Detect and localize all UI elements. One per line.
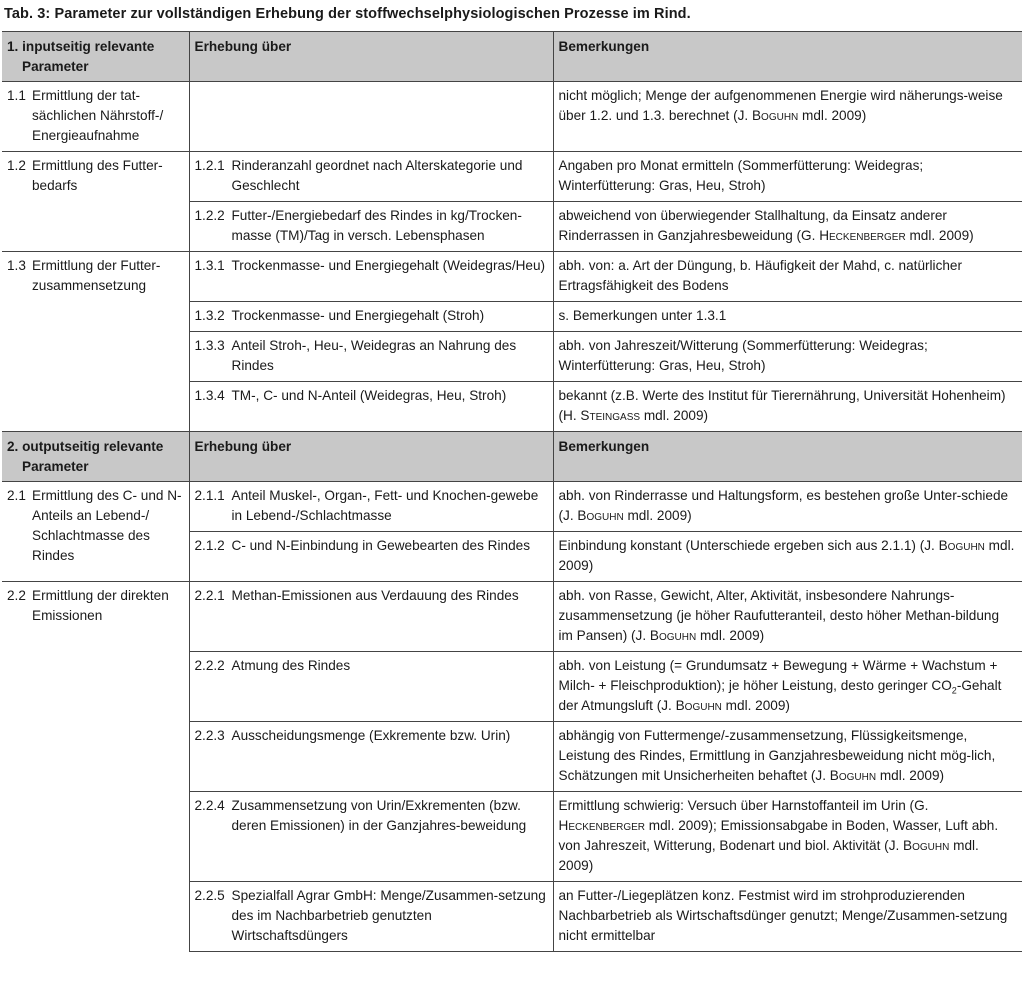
erhebung-item <box>195 206 548 246</box>
erhebung-number: 2.2.3 <box>194 728 225 743</box>
table-row <box>2 152 1022 202</box>
table-row <box>2 482 1022 532</box>
erhebung-number: 2.2.2 <box>194 658 225 673</box>
bemerkung-cell: an Futter-/Liegeplätzen konz. Festmist wird im strohproduzierenden Nachbarbetrieb als Wirtschaftsdünger genutzt; Menge/Zusammen-setzung nicht ermittelbar <box>553 882 1022 952</box>
erhebung-number: 1.3.2 <box>194 308 225 323</box>
erhebung-cell <box>189 382 553 432</box>
erhebung-number: 2.2.1 <box>194 588 225 603</box>
erhebung-cell <box>189 482 553 532</box>
parameter-number: 1.3 <box>7 258 26 273</box>
erhebung-text: Rinderanzahl geordnet nach Alterskategorie und Geschlecht <box>231 158 523 193</box>
parameter-cell <box>2 82 189 152</box>
erhebung-item <box>195 656 548 676</box>
header-parameter-line2: Parameter <box>22 459 89 474</box>
parameter-cell <box>2 482 189 582</box>
header-bemerkungen: Bemerkungen <box>553 32 1022 82</box>
erhebung-text: C- und N-Einbindung in Gewebearten des Rindes <box>231 538 530 553</box>
bemerkung-cell: abh. von: a. Art der Düngung, b. Häufigkeit der Mahd, c. natürlicher Ertragsfähigkeit des Bodens <box>553 252 1022 302</box>
erhebung-item <box>195 306 548 326</box>
header-bemerkungen: Bemerkungen <box>553 432 1022 482</box>
table-row <box>2 82 1022 152</box>
bemerkung-cell: Angaben pro Monat ermitteln (Sommerfütterung: Weidegras; Winterfütterung: Gras, Heu, Stroh) <box>553 152 1022 202</box>
parameter-label: Ermittlung des C- und N-Anteils an Lebend-/ Schlachtmasse des Rindes <box>32 488 182 563</box>
erhebung-number: 2.2.5 <box>194 888 225 903</box>
parameter-number: 1.2 <box>7 158 26 173</box>
header-parameter <box>2 32 189 82</box>
parameter-number: 2.2 <box>7 588 26 603</box>
erhebung-cell <box>189 792 553 882</box>
parameter-cell <box>2 582 189 952</box>
parameter-cell <box>2 252 189 432</box>
erhebung-item <box>195 886 548 946</box>
erhebung-cell <box>189 532 553 582</box>
header-parameter <box>2 432 189 482</box>
erhebung-text: Trockenmasse- und Energiegehalt (Weidegras/Heu) <box>231 258 546 273</box>
parameter-item <box>7 256 184 296</box>
bemerkung-cell: abh. von Rasse, Gewicht, Alter, Aktivität, insbesondere Nahrungs-zusammensetzung (je höher Raufutteranteil, desto höher Methan-bildung im Pansen) (J. Boguhn mdl. 2009) <box>553 582 1022 652</box>
header-erhebung: Erhebung über <box>189 432 553 482</box>
erhebung-item <box>195 536 548 556</box>
erhebung-item <box>195 386 548 406</box>
section-header-row <box>2 32 1022 82</box>
table-row <box>2 252 1022 302</box>
parameter-item <box>7 86 184 146</box>
header-parameter-line1: 1. inputseitig relevante <box>7 39 155 54</box>
erhebung-cell <box>189 302 553 332</box>
erhebung-text: Atmung des Rindes <box>231 658 351 673</box>
parameter-label: Ermittlung des Futter-bedarfs <box>32 158 163 193</box>
erhebung-number: 2.1.1 <box>194 488 225 503</box>
bemerkung-cell: abhängig von Futtermenge/-zusammensetzung, Flüssigkeitsmenge, Leistung des Rindes, Ermittlung in Ganzjahresbeweidung nicht mög-lich, Schätzungen mit Unsicherheiten behaftet (J. Boguhn mdl. 2009) <box>553 722 1022 792</box>
erhebung-number: 2.2.4 <box>194 798 225 813</box>
erhebung-number: 1.2.2 <box>194 208 225 223</box>
erhebung-text: Zusammensetzung von Urin/Exkrementen (bzw. deren Emissionen) in der Ganzjahres-beweidung <box>231 798 527 833</box>
bemerkung-cell: bekannt (z.B. Werte des Institut für Tierernährung, Universität Hohenheim) (H. Steingass mdl. 2009) <box>553 382 1022 432</box>
erhebung-number: 1.3.3 <box>194 338 225 353</box>
table-row <box>2 582 1022 652</box>
bemerkung-cell: s. Bemerkungen unter 1.3.1 <box>553 302 1022 332</box>
erhebung-item <box>195 726 548 746</box>
erhebung-text: Methan-Emissionen aus Verdauung des Rindes <box>231 588 519 603</box>
bemerkung-cell: Ermittlung schwierig: Versuch über Harnstoffanteil im Urin (G. Heckenberger mdl. 2009); Emissionsabgabe in Boden, Wasser, Luft abh. von Jahreszeit, Witterung, Bodenart und biol. Aktivität (J. Boguhn mdl. 2009) <box>553 792 1022 882</box>
erhebung-number: 1.2.1 <box>194 158 225 173</box>
erhebung-text: Futter-/Energiebedarf des Rindes in kg/Trocken-masse (TM)/Tag in versch. Lebensphasen <box>231 208 522 243</box>
erhebung-text: Trockenmasse- und Energiegehalt (Stroh) <box>231 308 485 323</box>
bemerkung-cell: nicht möglich; Menge der aufgenommenen Energie wird näherungs-weise über 1.2. und 1.3. berechnet (J. Boguhn mdl. 2009) <box>553 82 1022 152</box>
erhebung-cell <box>189 332 553 382</box>
erhebung-cell <box>189 152 553 202</box>
parameter-number: 1.1 <box>7 88 26 103</box>
erhebung-text: Ausscheidungsmenge (Exkremente bzw. Urin) <box>231 728 511 743</box>
parameter-cell <box>2 152 189 252</box>
parameter-label: Ermittlung der tat-sächlichen Nährstoff-/ Energieaufnahme <box>32 88 164 143</box>
erhebung-item <box>195 486 548 526</box>
parameter-table <box>2 31 1022 952</box>
header-erhebung: Erhebung über <box>189 32 553 82</box>
erhebung-text: Anteil Stroh-, Heu-, Weidegras an Nahrung des Rindes <box>231 338 517 373</box>
parameter-label: Ermittlung der Futter-zusammensetzung <box>32 258 161 293</box>
header-parameter-line1: 2. outputseitig relevante <box>7 439 164 454</box>
bemerkung-cell: Einbindung konstant (Unterschiede ergeben sich aus 2.1.1) (J. Boguhn mdl. 2009) <box>553 532 1022 582</box>
parameter-number: 2.1 <box>7 488 26 503</box>
erhebung-cell <box>189 652 553 722</box>
erhebung-item <box>195 156 548 196</box>
erhebung-text: Spezialfall Agrar GmbH: Menge/Zusammen-setzung des im Nachbarbetrieb genutzten Wirtschaftsdüngers <box>231 888 546 943</box>
erhebung-item <box>195 586 548 606</box>
erhebung-cell <box>189 82 553 152</box>
erhebung-text: TM-, C- und N-Anteil (Weidegras, Heu, Stroh) <box>231 388 507 403</box>
erhebung-cell <box>189 582 553 652</box>
parameter-label: Ermittlung der direkten Emissionen <box>32 588 169 623</box>
erhebung-item <box>195 796 548 836</box>
erhebung-number: 2.1.2 <box>194 538 225 553</box>
erhebung-cell <box>189 202 553 252</box>
bemerkung-cell: abh. von Leistung (= Grundumsatz + Bewegung + Wärme + Wachstum + Milch- + Fleischproduktion); je höher Leistung, desto geringer $CO_2$-Gehalt der Atmungsluft (J. Boguhn mdl. 2009) <box>553 652 1022 722</box>
parameter-item <box>7 486 184 566</box>
erhebung-cell <box>189 722 553 792</box>
parameter-item <box>7 586 184 626</box>
header-parameter-line2: Parameter <box>22 59 89 74</box>
section-header-row <box>2 432 1022 482</box>
bemerkung-cell: abh. von Rinderrasse und Haltungsform, es bestehen große Unter-schiede (J. Boguhn mdl. 2009) <box>553 482 1022 532</box>
erhebung-cell <box>189 882 553 952</box>
erhebung-number: 1.3.1 <box>194 258 225 273</box>
parameter-item <box>7 156 184 196</box>
erhebung-item <box>195 256 548 276</box>
erhebung-text: Anteil Muskel-, Organ-, Fett- und Knochen-gewebe in Lebend-/Schlachtmasse <box>231 488 539 523</box>
erhebung-item <box>195 336 548 376</box>
bemerkung-cell: abweichend von überwiegender Stallhaltung, da Einsatz anderer Rinderrassen in Ganzjahresbeweidung (G. Heckenberger mdl. 2009) <box>553 202 1022 252</box>
erhebung-cell <box>189 252 553 302</box>
table-caption: Tab. 3: Parameter zur vollständigen Erhebung der stoffwechselphysiologischen Prozesse im Rind. <box>4 6 691 22</box>
erhebung-number: 1.3.4 <box>194 388 225 403</box>
bemerkung-cell: abh. von Jahreszeit/Witterung (Sommerfütterung: Weidegras; Winterfütterung: Gras, Heu, Stroh) <box>553 332 1022 382</box>
